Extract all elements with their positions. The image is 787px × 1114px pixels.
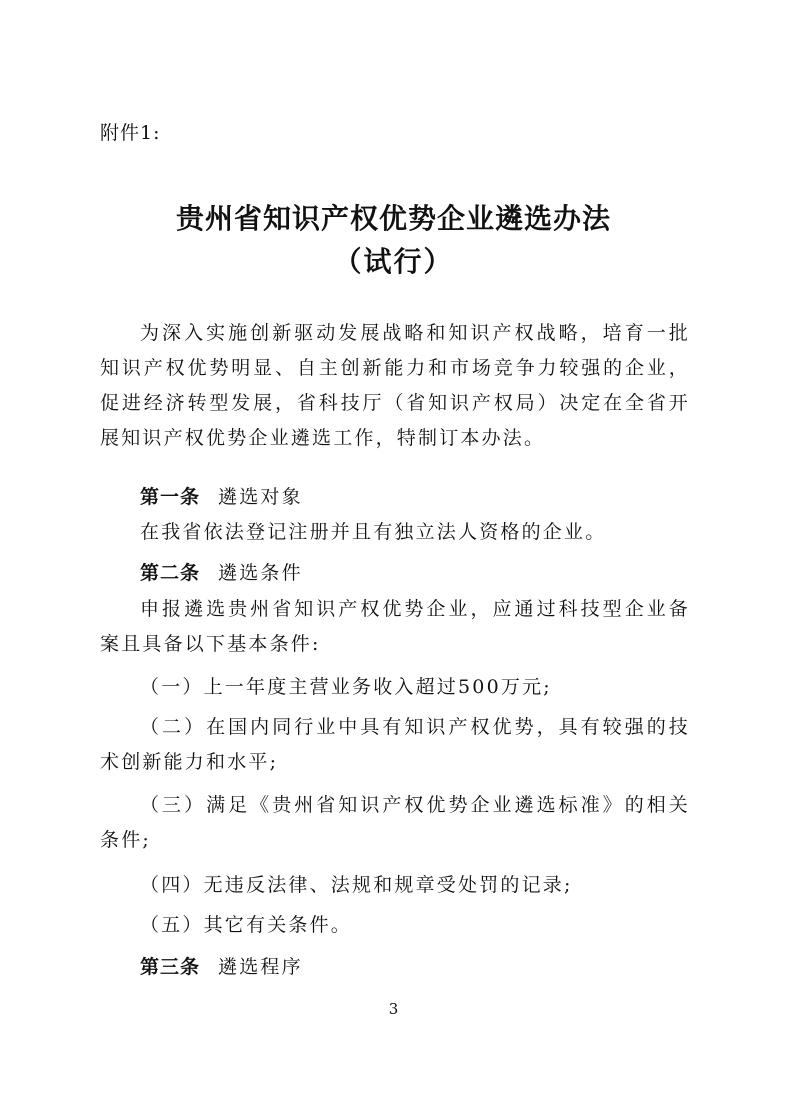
article-2-number: 第二条 [140, 562, 201, 584]
article-1-number: 第一条 [140, 486, 201, 508]
article-1-topic: 遴选对象 [218, 486, 303, 508]
intro-paragraph: 为深入实施创新驱动发展战略和知识产权战略，培育一批知识产权优势明显、自主创新能力和市场竞争力较强的企业，促进经济转型发展，省科技厅（省知识产权局）决定在全省开展知识产权优势企业遴选工作，特制订本办法。 [100, 322, 690, 449]
page-number: 3 [388, 1000, 399, 1018]
condition-item-3: （三）满足《贵州省知识产权优势企业遴选标准》的相关条件; [100, 794, 690, 851]
article-2-heading [100, 556, 690, 591]
condition-item-4: （四）无违反法律、法规和规章受处罚的记录; [140, 874, 573, 896]
article-1-text: 在我省依法登记注册并且有独立法人资格的企业。 [140, 521, 607, 543]
condition-item-2: （二）在国内同行业中具有知识产权优势，具有较强的技术创新能力和水平; [100, 716, 690, 773]
condition-item-5: （五）其它有关条件。 [140, 914, 353, 936]
article-3-number: 第三条 [140, 956, 201, 978]
article-3-topic: 遴选程序 [218, 956, 303, 978]
article-3-heading [100, 950, 690, 985]
attachment-label: 附件1: [100, 122, 161, 144]
article-1-heading [100, 480, 690, 515]
article-2-topic: 遴选条件 [218, 562, 303, 584]
document-subtitle: （试行） [333, 245, 454, 278]
condition-item-1: （一）上一年度主营业务收入超过500万元; [140, 676, 552, 698]
article-2-text: 申报遴选贵州省知识产权优势企业，应通过科技型企业备案且具备以下基本条件: [100, 598, 690, 655]
document-title: 贵州省知识产权优势企业遴选办法 [175, 202, 611, 235]
